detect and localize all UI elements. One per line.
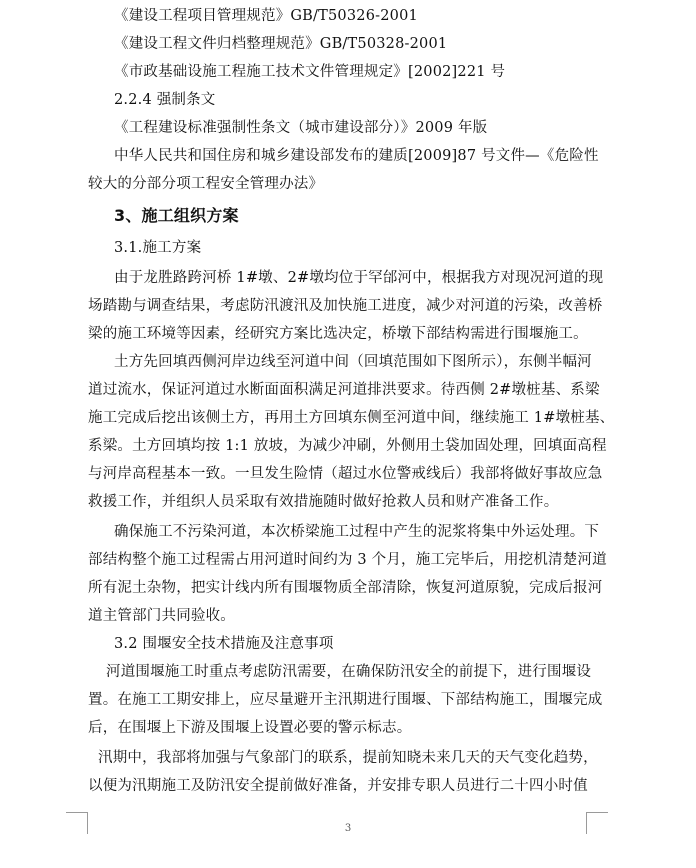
paragraph-line: 所有泥土杂物，把实计线内所有围堰物质全部清除，恢复河道原貌，完成后报河 (88, 580, 603, 596)
reference-line: 《建设工程文件归档整理规范》GB/T50328-2001 (114, 36, 448, 52)
paragraph-line: 后，在围堰上下游及围堰上设置必要的警示标志。 (88, 720, 412, 736)
paragraph-line: 与河岸高程基本一致。一旦发生险情（超过水位警戒线后）我部将做好事故应急 (88, 466, 603, 482)
paragraph-line: 部结构整个施工过程需占用河道时间约为 3 个月，施工完毕后，用挖机清楚河道 (88, 552, 607, 568)
chapter-heading: 3、施工组织方案 (114, 206, 239, 225)
paragraph-line: 施工完成后挖出该侧土方，再用土方回填东侧至河道中间，继续施工 1#墩桩基、 (88, 410, 615, 426)
paragraph-line: 确保施工不污染河道，本次桥梁施工过程中产生的泥浆将集中外运处理。下 (114, 524, 600, 540)
paragraph-line: 汛期中，我部将加强与气象部门的联系，提前知晓未来几天的天气变化趋势， (98, 750, 598, 766)
reference-line: 《工程建设标准强制性条文（城市建设部分）》2009 年版 (114, 120, 488, 136)
paragraph-line: 系梁。土方回填均按 1:1 放坡，为减少冲刷，外侧用土袋加固处理，回填面高程 (88, 438, 607, 454)
paragraph-line: 河道围堰施工时重点考虑防汛需要，在确保防汛安全的前提下，进行围堰设 (106, 664, 592, 680)
page-number: 3 (344, 823, 352, 834)
paragraph-line: 道主管部门共同验收。 (88, 608, 235, 624)
paragraph-line: 中华人民共和国住房和城乡建设部发布的建质[2009]87 号文件—《危险性 (114, 148, 599, 164)
paragraph-line: 道过流水，保证河道过水断面面积满足河道排洪要求。待西侧 2#墩桩基、系梁 (88, 382, 600, 398)
reference-line: 《建设工程项目管理规范》GB/T50326-2001 (114, 8, 418, 24)
paragraph-line: 较大的分部分项工程安全管理办法》 (88, 176, 324, 192)
paragraph-line: 以便为汛期施工及防汛安全提前做好准备，并安排专职人员进行二十四小时值 (88, 778, 588, 794)
paragraph-line: 救援工作，并组织人员采取有效措施随时做好抢救人员和财产准备工作。 (88, 494, 559, 510)
reference-line: 《市政基础设施工程施工技术文件管理规定》[2002]221 号 (114, 64, 506, 80)
section-heading: 3.2 围堰安全技术措施及注意事项 (114, 636, 334, 652)
paragraph-line: 土方先回填西侧河岸边线至河道中间（回填范围如下图所示），东侧半幅河 (114, 354, 592, 370)
margin-corner-mark-left-h (66, 812, 88, 813)
section-heading: 2.2.4 强制条文 (114, 92, 216, 108)
section-heading: 3.1.施工方案 (114, 240, 202, 256)
margin-corner-mark-right-h (586, 812, 608, 813)
paragraph-line: 置。在施工工期安排上，应尽量避开主汛期进行围堰、下部结构施工，围堰完成 (88, 692, 603, 708)
paragraph-line: 梁的施工环境等因素，经研究方案比选决定，桥墩下部结构需进行围堰施工。 (88, 326, 588, 342)
paragraph-line: 场踏勘与调查结果，考虑防汛渡汛及加快施工进度，减少对河道的污染，改善桥 (88, 298, 603, 314)
paragraph-line: 由于龙胜路跨河桥 1#墩、2#墩均位于罕邰河中，根据我方对现况河道的现 (114, 270, 604, 286)
